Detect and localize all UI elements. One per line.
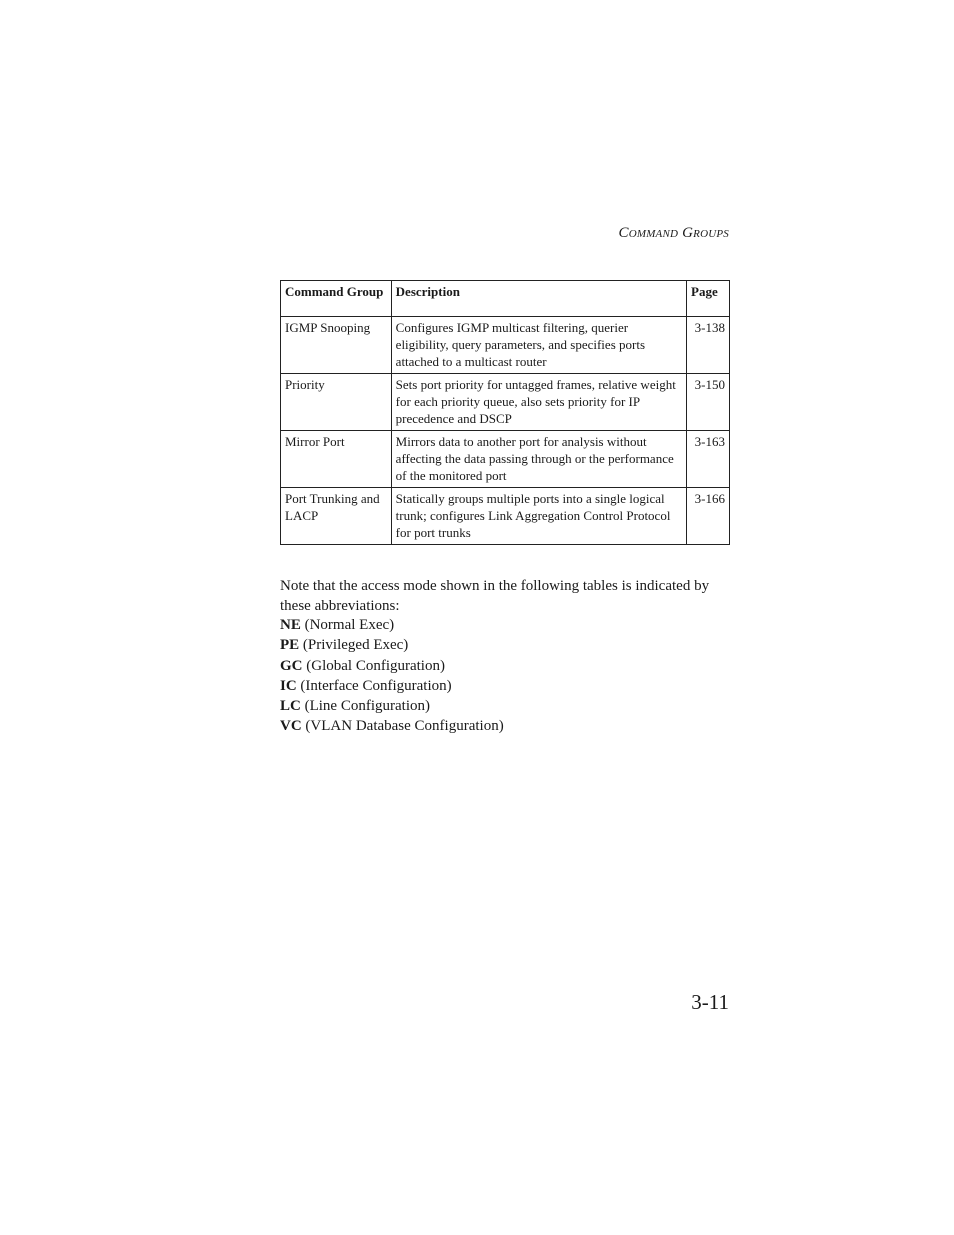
cell-page: 3-150 <box>687 374 730 431</box>
cell-description: Configures IGMP multicast filtering, querier eligibility, query parameters, and specifies ports attached to a multicast router <box>391 317 686 374</box>
abbr-meaning: (Line Configuration) <box>300 698 430 715</box>
header-description: Description <box>391 281 686 317</box>
cell-group: IGMP Snooping <box>281 317 392 374</box>
cell-page: 3-166 <box>687 488 730 545</box>
abbr-code: VC <box>280 718 302 735</box>
table-row <box>281 317 730 374</box>
header-page: Page <box>687 281 730 317</box>
list-item <box>280 716 504 736</box>
cell-group: Priority <box>281 374 392 431</box>
abbr-code: NE <box>280 617 301 633</box>
cell-group: Port Trunking and LACP <box>281 488 392 545</box>
abbr-code: IC <box>280 677 297 694</box>
cell-group: Mirror Port <box>281 431 392 488</box>
list-item <box>280 635 504 655</box>
table-row <box>281 488 730 545</box>
abbreviation-list <box>280 615 504 737</box>
page-number: 3-11 <box>691 990 729 1014</box>
cell-page: 3-163 <box>687 431 730 488</box>
abbr-code: GC <box>280 657 303 674</box>
list-item <box>280 676 504 696</box>
cell-description: Sets port priority for untagged frames, relative weight for each priority queue, also sets priority for IP precedence and DSCP <box>391 374 686 431</box>
cell-description: Statically groups multiple ports into a single logical trunk; configures Link Aggregation Control Protocol for port trunks <box>391 488 686 545</box>
abbr-code: LC <box>280 698 301 715</box>
table-row <box>281 374 730 431</box>
cell-description: Mirrors data to another port for analysis without affecting the data passing through or the performance of the monitored port <box>391 431 686 488</box>
abbr-meaning: (VLAN Database Configuration) <box>301 718 504 735</box>
table-row <box>281 431 730 488</box>
abbr-meaning: (Privileged Exec) <box>299 637 409 654</box>
running-head: COMMAND GROUPS <box>618 225 729 241</box>
abbr-meaning: (Normal Exec) <box>300 617 395 633</box>
command-group-table <box>280 280 730 545</box>
list-item <box>280 696 504 716</box>
table-header-row <box>281 281 730 317</box>
list-item <box>280 615 504 635</box>
access-mode-note: Note that the access mode shown in the following tables is indicated by these abbreviations: <box>280 578 710 614</box>
list-item <box>280 656 504 676</box>
cell-page: 3-138 <box>687 317 730 374</box>
header-command-group: Command Group <box>281 281 392 317</box>
abbr-code: PE <box>280 637 300 654</box>
abbr-meaning: (Global Configuration) <box>302 657 445 674</box>
abbr-meaning: (Interface Configuration) <box>296 677 452 694</box>
